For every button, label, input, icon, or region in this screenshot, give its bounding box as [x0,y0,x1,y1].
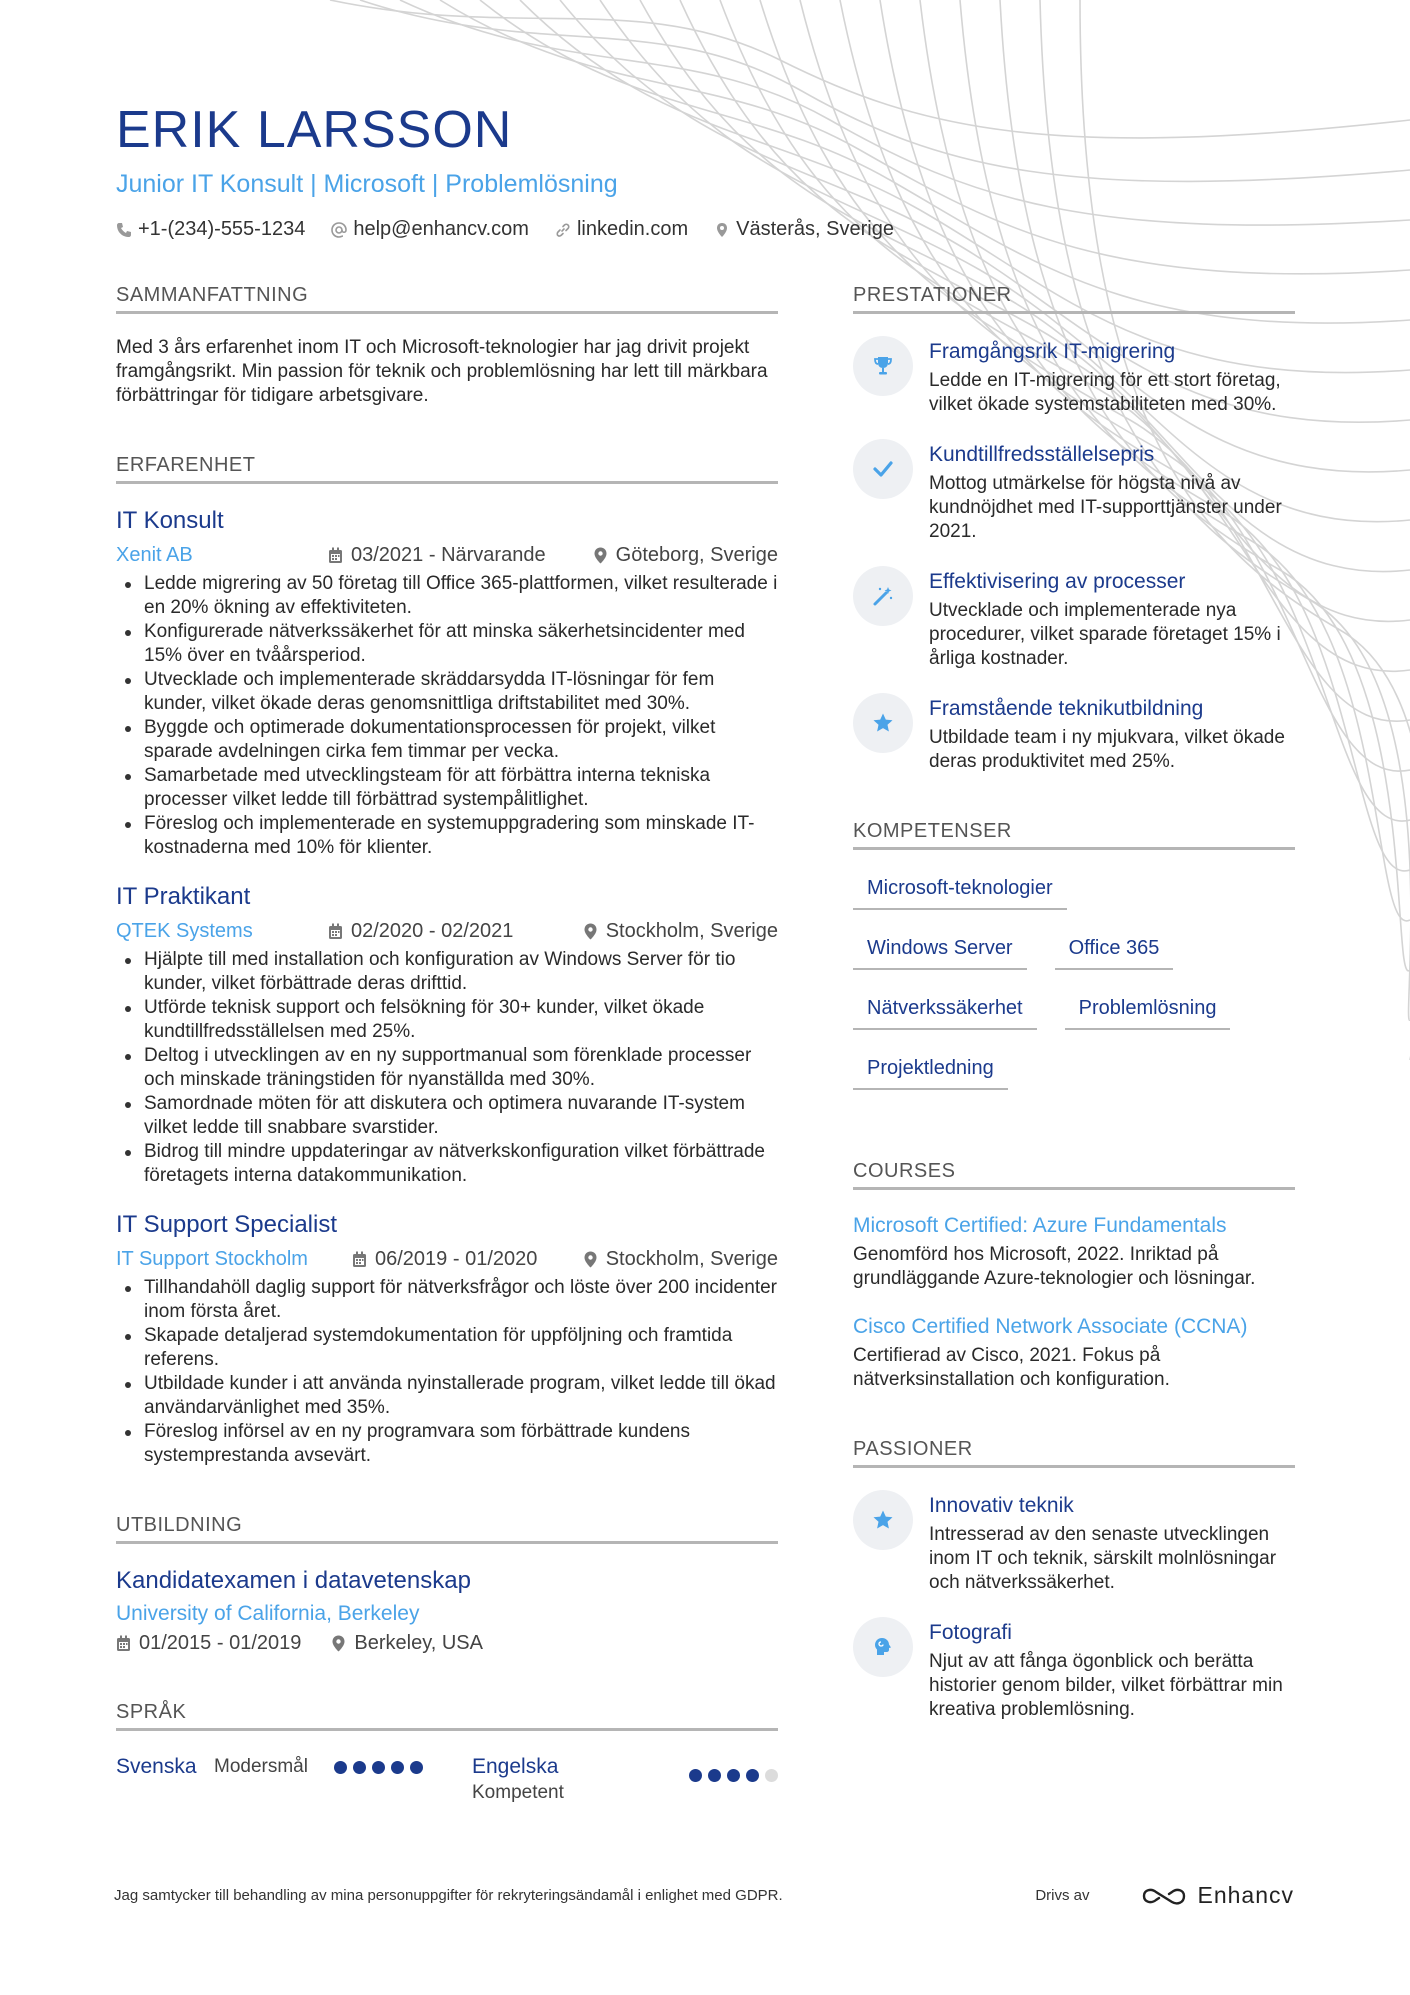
passion-item [853,1617,1295,1722]
enhancv-logo[interactable] [1141,1882,1294,1909]
magic-wand-icon [853,566,913,626]
summary-heading: SAMMANFATTNING [116,284,778,314]
phone-text: +1-(234)-555-1234 [138,218,306,240]
achievements-heading: PRESTATIONER [853,284,1295,314]
job-dates [328,544,546,567]
list-item: Utförde teknisk support och felsökning för 30+ kunder, vilket ökade kundtillfredsställelsen med 25%. [116,996,778,1044]
phone-icon [116,222,132,238]
job-meta [116,542,778,568]
job-bullets [116,948,778,1188]
language-rating [334,1753,423,1781]
job-entry [116,1210,778,1468]
calendar-icon [328,547,343,564]
degree-title: Kandidatexamen i datavetenskap [116,1567,471,1594]
job-dates [328,920,513,943]
list-item: Tillhandahöll daglig support för nätverksfrågor och löste över 200 incidenter inom första året. [116,1276,778,1324]
brand-name: Enhancv [1197,1882,1294,1908]
list-item: Utvecklade och implementerade skräddarsydda IT-lösningar för fem kunder, vilket ökade deras genomsnittliga driftstabilitet med 30%. [116,668,778,716]
language-level: Modersmål [214,1756,308,1777]
location-pin-icon [714,222,730,238]
resume-header [116,100,1116,241]
gdpr-consent: Jag samtycker till behandling av mina personuppgifter för rekryteringsändamål i enlighet med GDPR. [114,1887,783,1904]
list-item: Ledde migrering av 50 företag till Office 365-plattformen, vilket resulterade i en 20% ökning av effektiviteten. [116,572,778,620]
achievement-title: Effektivisering av processer [929,570,1186,593]
passion-desc: Intresserad av den senaste utvecklingen inom IT och teknik, särskilt molnlösningar och nätverkssäkerhet. [929,1524,1277,1593]
job-bullets [116,1276,778,1468]
job-dates-text: 02/2020 - 02/2021 [351,919,514,942]
rating-dot-empty [765,1769,778,1782]
passions-heading: PASSIONER [853,1438,1295,1468]
job-location-text: Stockholm, Sverige [605,1247,778,1270]
course-title: Microsoft Certified: Azure Fundamentals [853,1214,1227,1237]
achievement-desc: Utbildade team i ny mjukvara, vilket ökade deras produktivitet med 25%. [929,727,1285,772]
achievement-title: Kundtillfredsställelsepris [929,443,1155,466]
passion-title: Innovativ teknik [929,1494,1074,1517]
list-item: Föreslog och implementerade en systemuppgradering som minskade IT-kostnaderna med 10% för klienter. [116,812,778,860]
job-location [583,1248,778,1271]
course-item [853,1313,1295,1392]
list-item: Konfigurerade nätverkssäkerhet för att minska säkerhetsincidenter med 15% över en tvåårsperiod. [116,620,778,668]
contact-email[interactable] [331,218,529,241]
candidate-subtitle: Junior IT Konsult | Microsoft | Problemlösning [116,170,618,198]
calendar-icon [328,923,343,940]
passion-title: Fotografi [929,1621,1012,1644]
achievement-item [853,336,1295,417]
job-title: IT Konsult [116,507,224,534]
skill-tag: Nätverkssäkerhet [853,988,1037,1030]
achievement-title: Framgångsrik IT-migrering [929,340,1176,363]
rating-dot-filled [391,1761,404,1774]
skill-tag: Problemlösning [1065,988,1231,1030]
skills-list [853,868,1295,928]
list-item: Samarbetade med utvecklingsteam för att förbättra interna tekniska processer vilket ledde till förbättrad systempålitlighet. [116,764,778,812]
language-item [116,1753,472,1805]
star-icon [853,693,913,753]
summary-text: Med 3 års erfarenhet inom IT och Microsoft-teknologier har jag drivit projekt framgångsrikt. Min passion för teknik och problemlösning har lett till märkbara förbättringar för tidigare arbetsgivare. [116,337,768,406]
course-item [853,1212,1295,1291]
location-pin-icon [583,1251,598,1268]
rating-dot-filled [334,1761,347,1774]
achievement-title: Framstående teknikutbildning [929,697,1204,720]
skill-tag: Office 365 [1055,928,1174,970]
education-location [331,1632,483,1655]
footer [114,1882,1294,1909]
rating-dot-filled [727,1769,740,1782]
skill-tag: Microsoft-teknologier [853,868,1067,910]
link-icon [555,222,571,238]
job-dates-text: 03/2021 - Närvarande [351,543,546,566]
achievement-item [853,439,1295,544]
star-icon [853,1490,913,1550]
trophy-icon [853,336,913,396]
company-name: Xenit AB [116,543,193,566]
job-location-text: Göteborg, Sverige [615,543,778,566]
list-item: Samordnade möten för att diskutera och optimera nuvarande IT-system vilket ledde till snabbare svarstider. [116,1092,778,1140]
location-text: Västerås, Sverige [736,218,894,240]
calendar-icon [116,1635,131,1652]
rating-dot-filled [353,1761,366,1774]
at-icon [331,222,347,238]
education-heading: UTBILDNING [116,1514,778,1544]
education-location-text: Berkeley, USA [354,1632,483,1654]
language-level: Kompetent [472,1782,564,1803]
rating-dot-filled [689,1769,702,1782]
location-pin-icon [583,923,598,940]
list-item: Utbildade kunder i att använda nyinstallerade program, vilket ledde till ökad användarvänlighet med 35%. [116,1372,778,1420]
infinity-logo-icon [1141,1884,1187,1908]
rating-dot-filled [746,1769,759,1782]
candidate-name: ERIK LARSSON [116,101,513,159]
contact-row [116,218,1116,241]
job-dates-text: 06/2019 - 01/2020 [375,1247,538,1270]
left-column [116,284,778,1805]
calendar-icon [352,1251,367,1268]
course-desc: Genomförd hos Microsoft, 2022. Inriktad på grundläggande Azure-teknologier och lösningar. [853,1244,1256,1289]
languages-heading: SPRÅK [116,1701,778,1731]
linkedin-text: linkedin.com [576,218,689,240]
list-item: Skapade detaljerad systemdokumentation för uppföljning och framtida referens. [116,1324,778,1372]
languages-list [116,1753,778,1805]
skill-tag: Projektledning [853,1048,1008,1090]
job-dates [352,1248,537,1271]
company-name: QTEK Systems [116,919,253,942]
check-icon [853,439,913,499]
course-title: Cisco Certified Network Associate (CCNA) [853,1315,1248,1338]
list-item: Byggde och optimerade dokumentationsprocessen för projekt, vilket sparade avdelningen cirka fem timmar per vecka. [116,716,778,764]
contact-phone [116,218,305,241]
courses-heading: COURSES [853,1160,1295,1190]
achievement-item [853,566,1295,671]
contact-linkedin[interactable] [555,218,688,241]
language-name: Engelska [472,1755,559,1778]
language-rating [689,1761,778,1789]
achievement-item [853,693,1295,774]
company-name: IT Support Stockholm [116,1247,308,1270]
location-pin-icon [331,1635,346,1652]
course-desc: Certifierad av Cisco, 2021. Fokus på nätverksinstallation och konfiguration. [853,1345,1170,1390]
contact-location [714,218,894,241]
job-location [583,920,778,943]
experience-heading: ERFARENHET [116,454,778,484]
skills-list-rows [853,928,1295,1108]
job-meta [116,918,778,944]
job-title: IT Praktikant [116,883,251,910]
achievement-desc: Ledde en IT-migrering för ett stort företag, vilket ökade systemstabiliteten med 30%. [929,370,1281,415]
education-meta [116,1632,778,1655]
school-name: University of California, Berkeley [116,1602,420,1625]
job-entry [116,506,778,860]
language-name: Svenska [116,1755,197,1778]
job-location-text: Stockholm, Sverige [605,919,778,942]
brain-icon [853,1617,913,1677]
list-item: Deltog i utvecklingen av en ny supportmanual som förenklade processer och minskade träningstiden för nyanställda med 30%. [116,1044,778,1092]
passion-item [853,1490,1295,1595]
right-column [853,284,1295,1722]
email-text: help@enhancv.com [353,218,529,240]
list-item: Föreslog införsel av en ny programvara som förbättrade kundens systemprestanda avsevärt. [116,1420,778,1468]
powered-by-label: Drivs av [1035,1887,1090,1904]
list-item: Hjälpte till med installation och konfiguration av Windows Server för tio kunder, vilket förbättrade deras drifttid. [116,948,778,996]
rating-dot-filled [708,1769,721,1782]
skill-tag: Windows Server [853,928,1027,970]
skills-heading: KOMPETENSER [853,820,1295,850]
job-title: IT Support Specialist [116,1211,338,1238]
job-location [593,544,778,567]
education-dates-text: 01/2015 - 01/2019 [139,1632,302,1654]
education-dates [116,1632,301,1655]
job-meta [116,1246,778,1272]
job-bullets [116,572,778,860]
passion-desc: Njut av att fånga ögonblick och berätta historier genom bilder, vilket förbättrar min kreativa problemlösning. [929,1651,1283,1720]
job-entry [116,882,778,1188]
rating-dot-filled [372,1761,385,1774]
language-item [472,1753,778,1805]
achievement-desc: Utvecklade och implementerade nya procedurer, vilket sparade företaget 15% i årliga kostnader. [929,600,1281,669]
location-pin-icon [593,547,608,564]
achievement-desc: Mottog utmärkelse för högsta nivå av kundnöjdhet med IT-supporttjänster under 2021. [929,473,1282,542]
rating-dot-filled [410,1761,423,1774]
list-item: Bidrog till mindre uppdateringar av nätverkskonfiguration vilket förbättrade företagets interna datakommunikation. [116,1140,778,1188]
